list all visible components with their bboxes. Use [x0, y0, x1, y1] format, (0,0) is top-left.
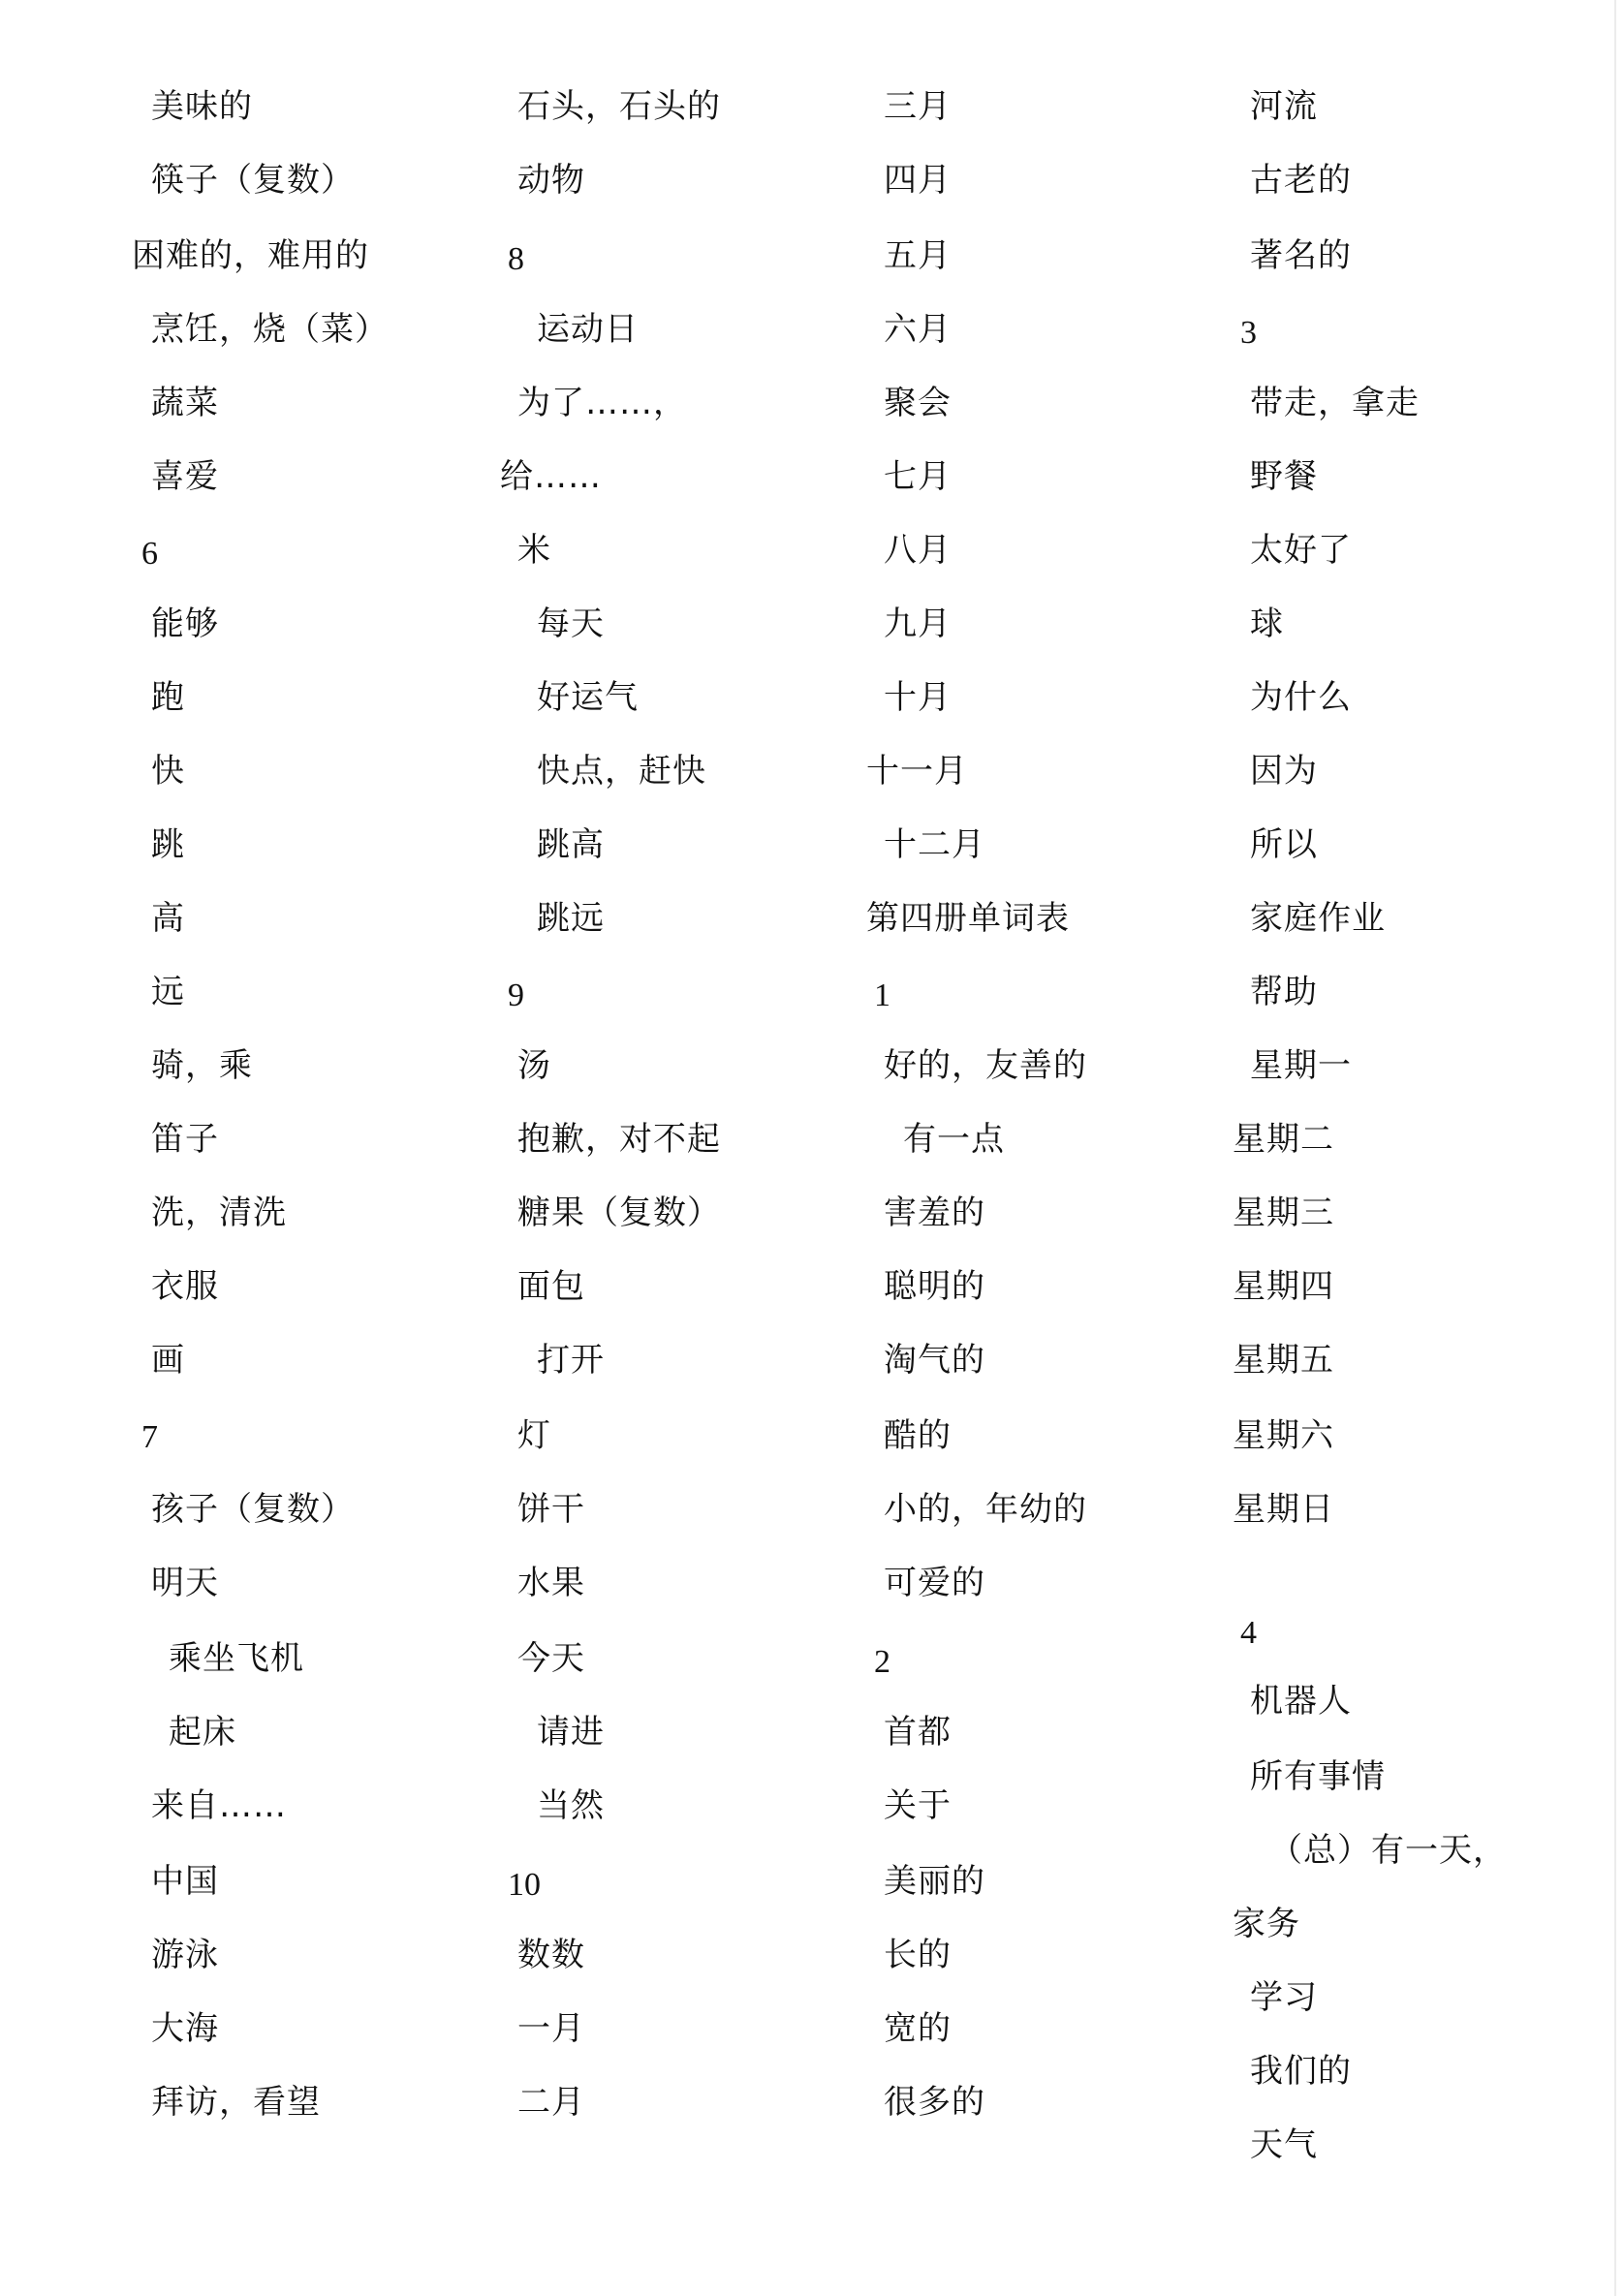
- word-line: 筷子（复数）: [151, 161, 355, 200]
- word-line: 帮助: [1250, 973, 1318, 1011]
- word-line: 长的: [884, 1936, 952, 1974]
- word-line: 学习: [1250, 1978, 1318, 2017]
- word-line: 家务: [1233, 1905, 1300, 1943]
- word-line: 我们的: [1250, 2052, 1352, 2091]
- word-line: 二月: [517, 2083, 585, 2122]
- word-line: 水果: [517, 1564, 585, 1602]
- word-line: 星期四: [1233, 1267, 1334, 1306]
- word-line: 中国: [151, 1862, 219, 1901]
- word-line: 带走，拿走: [1250, 384, 1420, 422]
- word-line: 因为: [1250, 752, 1318, 791]
- lesson-number: 2: [874, 1644, 890, 1680]
- word-line: 四月: [884, 161, 952, 200]
- lesson-number: 7: [141, 1419, 158, 1455]
- word-line: 星期日: [1233, 1490, 1334, 1529]
- word-line: 打开: [537, 1341, 605, 1380]
- word-line: 好的，友善的: [884, 1046, 1087, 1085]
- word-line: 五月: [884, 236, 952, 275]
- word-line: 酷的: [884, 1416, 952, 1455]
- lesson-number: 3: [1240, 315, 1257, 351]
- word-line: 星期二: [1233, 1120, 1334, 1159]
- word-line: 乘坐飞机: [169, 1639, 304, 1678]
- lesson-number: 6: [141, 536, 158, 572]
- word-line: 十二月: [884, 825, 985, 864]
- word-line: 抱歉，对不起: [517, 1120, 721, 1159]
- word-line: 九月: [884, 605, 952, 643]
- word-line: 骑，乘: [151, 1046, 253, 1085]
- word-line: 数数: [517, 1936, 585, 1974]
- word-line: 跳高: [537, 825, 605, 864]
- lesson-number: 9: [508, 977, 524, 1013]
- word-line: 汤: [517, 1046, 551, 1085]
- word-line: 球: [1250, 605, 1284, 643]
- word-line: 米: [517, 531, 551, 570]
- page-edge-line: [1614, 0, 1616, 2296]
- lesson-number: 4: [1240, 1615, 1257, 1651]
- word-line: 可爱的: [884, 1564, 985, 1602]
- word-line: 起床: [169, 1713, 236, 1752]
- word-line: 快点，赶快: [537, 752, 706, 791]
- lesson-number: 1: [874, 977, 890, 1013]
- word-line: 天气: [1250, 2125, 1318, 2164]
- word-line: 所有事情: [1250, 1757, 1386, 1796]
- word-line: 八月: [884, 531, 952, 570]
- word-line: 衣服: [151, 1267, 219, 1306]
- word-line: 困难的，难用的: [132, 236, 369, 275]
- word-line: 为了……，: [517, 384, 687, 422]
- word-line: 笛子: [151, 1120, 219, 1159]
- word-line: 每天: [537, 605, 605, 643]
- word-line: 大海: [151, 2009, 219, 2048]
- word-line: 今天: [517, 1639, 585, 1678]
- word-line: 机器人: [1250, 1682, 1352, 1721]
- word-line: 孩子（复数）: [151, 1490, 355, 1529]
- word-line: 给……: [500, 457, 602, 496]
- word-line: 洗，清洗: [151, 1194, 287, 1232]
- word-line: 星期一: [1250, 1046, 1352, 1085]
- word-line: 害羞的: [884, 1194, 985, 1232]
- word-line: 石头，石头的: [517, 87, 721, 126]
- word-line: 跳: [151, 825, 185, 864]
- word-line: 来自……: [151, 1786, 287, 1825]
- word-line: 宽的: [884, 2009, 952, 2048]
- word-line: 饼干: [517, 1490, 585, 1529]
- word-line: 好运气: [537, 678, 639, 717]
- word-line: 蔬菜: [151, 384, 219, 422]
- word-line: 游泳: [151, 1936, 219, 1974]
- lesson-number: 8: [508, 241, 524, 277]
- word-line: 六月: [884, 310, 952, 349]
- word-line: 聚会: [884, 384, 952, 422]
- word-line: 糖果（复数）: [517, 1194, 721, 1232]
- word-line: 拜访，看望: [151, 2083, 321, 2122]
- word-line: 首都: [884, 1713, 952, 1752]
- word-line: 家庭作业: [1250, 899, 1386, 938]
- word-line: 灯: [517, 1416, 551, 1455]
- word-line: 星期六: [1233, 1416, 1334, 1455]
- word-line: 太好了: [1250, 531, 1352, 570]
- word-line: 画: [151, 1341, 185, 1380]
- word-line: 河流: [1250, 87, 1318, 126]
- word-line: 喜爱: [151, 457, 219, 496]
- word-line: 聪明的: [884, 1267, 985, 1306]
- word-line: 为什么: [1250, 678, 1352, 717]
- word-line: 高: [151, 899, 185, 938]
- word-line: 古老的: [1250, 161, 1352, 200]
- word-line: 三月: [884, 87, 952, 126]
- word-line: 星期三: [1233, 1194, 1334, 1232]
- word-line: 明天: [151, 1564, 219, 1602]
- word-line: 一月: [517, 2009, 585, 2048]
- word-line: 十一月: [866, 752, 968, 791]
- word-line: 跳远: [537, 899, 605, 938]
- word-line: 面包: [517, 1267, 585, 1306]
- word-line: 请进: [537, 1713, 605, 1752]
- word-line: 很多的: [884, 2083, 985, 2122]
- word-line: 远: [151, 973, 185, 1011]
- lesson-number: 10: [508, 1867, 541, 1903]
- word-line: 小的，年幼的: [884, 1490, 1087, 1529]
- word-line: （总）有一天，: [1269, 1831, 1507, 1870]
- word-line: 七月: [884, 457, 952, 496]
- word-line: 关于: [884, 1786, 952, 1825]
- word-line: 烹饪，烧（菜）: [151, 310, 389, 349]
- word-line: 当然: [537, 1786, 605, 1825]
- word-line: 淘气的: [884, 1341, 985, 1380]
- word-line: 动物: [517, 161, 585, 200]
- word-line: 跑: [151, 678, 185, 717]
- word-line: 能够: [151, 605, 219, 643]
- word-line: 快: [151, 752, 185, 791]
- vocabulary-list-heading: 第四册单词表: [866, 899, 1070, 938]
- word-line: 美味的: [151, 87, 253, 126]
- word-line: 美丽的: [884, 1862, 985, 1901]
- word-line: 有一点: [903, 1120, 1005, 1159]
- word-line: 十月: [884, 678, 952, 717]
- word-line: 著名的: [1250, 236, 1352, 275]
- word-line: 星期五: [1233, 1341, 1334, 1380]
- word-line: 运动日: [537, 310, 639, 349]
- word-line: 野餐: [1250, 457, 1318, 496]
- word-line: 所以: [1250, 825, 1318, 864]
